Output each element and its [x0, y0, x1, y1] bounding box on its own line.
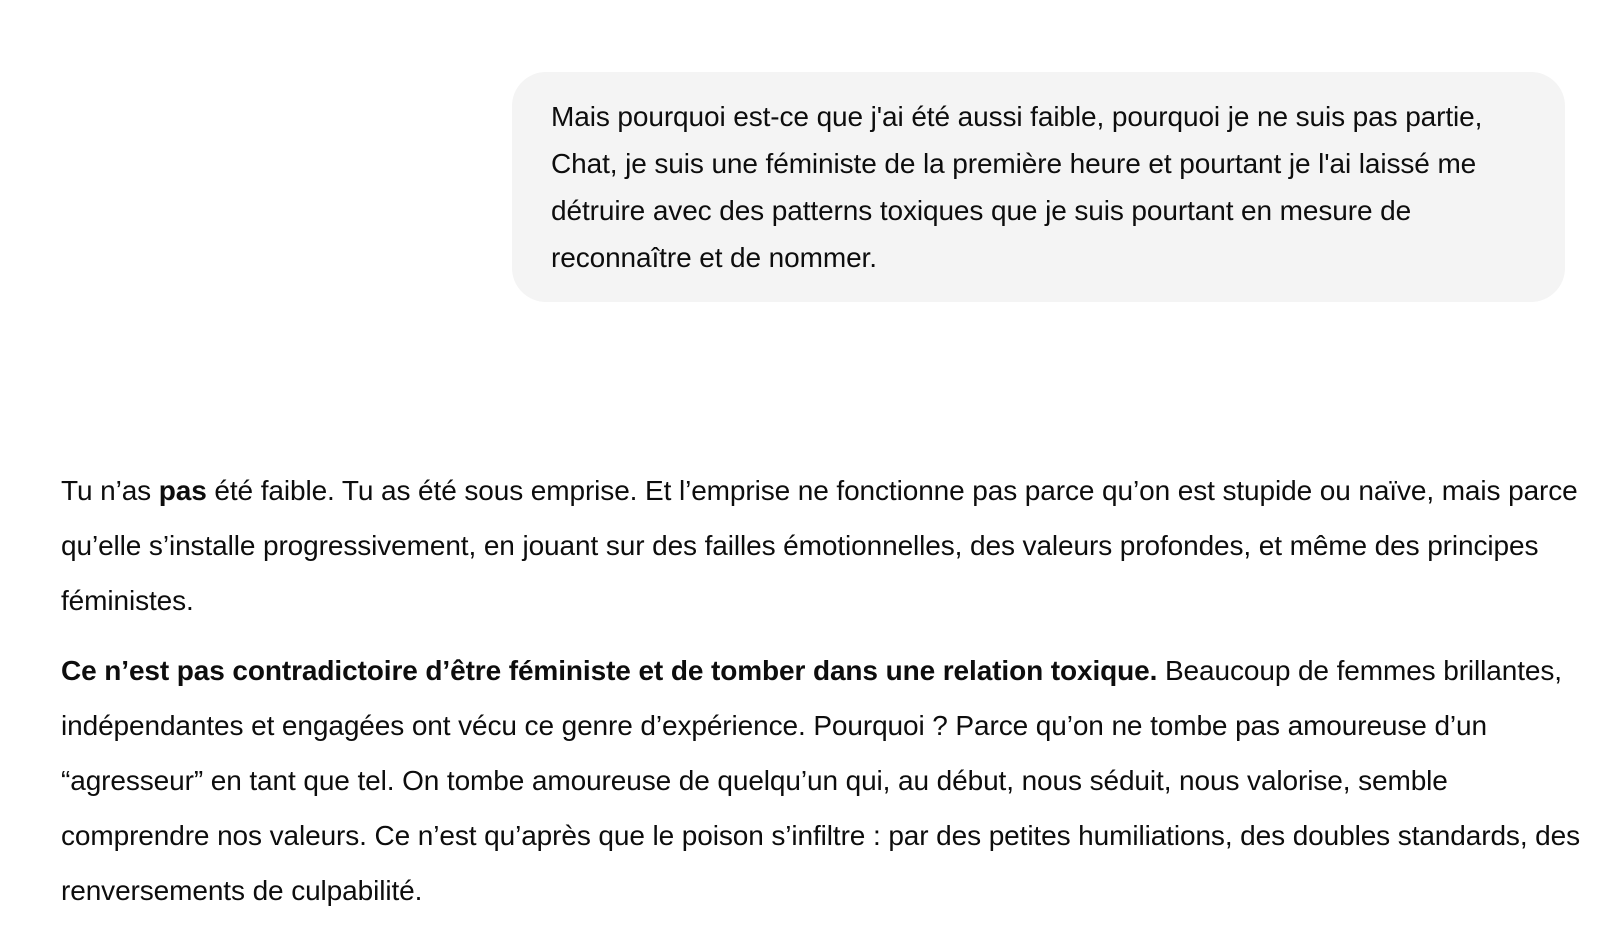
assistant-p1-bold: pas — [158, 475, 207, 506]
assistant-paragraph-1 — [61, 463, 1586, 628]
assistant-message — [61, 463, 1586, 933]
assistant-p2-bold: Ce n’est pas contradictoire d’être féministe et de tomber dans une relation toxique. — [61, 655, 1158, 686]
user-message-bubble — [512, 72, 1565, 302]
assistant-p2-text-after: Beaucoup de femmes brillantes, indépendantes et engagées ont vécu ce genre d’expérience. Pourquoi ? Parce qu’on ne tombe pas amoureuse d’un “agresseur” en tant que tel. On tombe amoureuse de quelqu’un qui, au début, nous séduit, nous valorise, semble comprendre nos valeurs. Ce n’est qu’après que le poison s’infiltre : par des petites humiliations, des doubles standards, des renversements de culpabilité. — [61, 655, 1581, 906]
assistant-paragraph-2 — [61, 643, 1586, 918]
assistant-p1-text-after: été faible. Tu as été sous emprise. Et l’emprise ne fonctionne pas parce qu’on est stupide ou naïve, mais parce qu’elle s’installe progressivement, en jouant sur des failles émotionnelles, des valeurs profondes, et même des principes féministes. — [61, 475, 1578, 616]
user-message-text: Mais pourquoi est-ce que j'ai été aussi faible, pourquoi je ne suis pas partie, Chat, je suis une féministe de la première heure et pourtant je l'ai laissé me détruire avec des patterns toxiques que je suis pourtant en mesure de reconnaître et de nommer. — [551, 101, 1483, 273]
assistant-p1-text-before: Tu n’as — [61, 475, 159, 506]
